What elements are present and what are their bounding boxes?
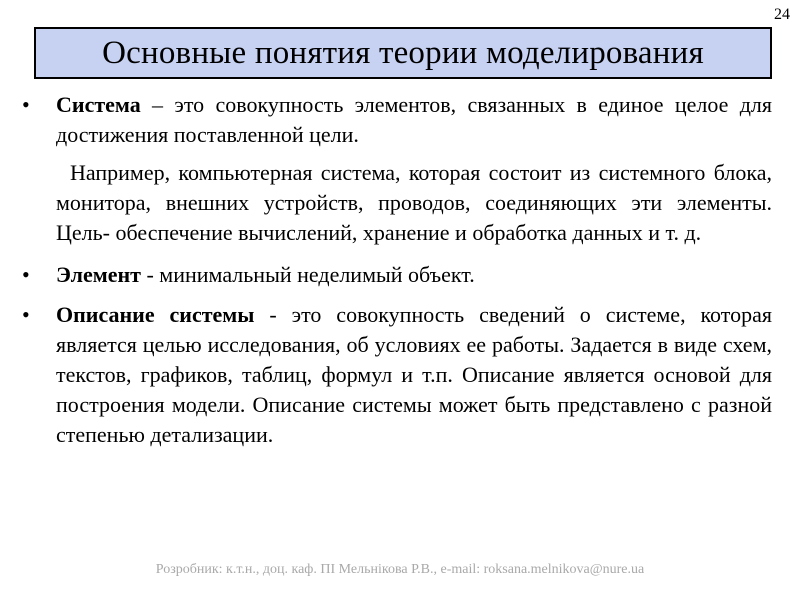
footer-author: Розробник: к.т.н., доц. каф. ПІ Мельнікова Р.В., e-mail: roksana.melnikova@nure.ua (155, 562, 645, 577)
bullet-marker: • (22, 302, 30, 327)
bullet-system-body (56, 90, 772, 150)
definition-element: - минимальный неделимый объект. (140, 262, 475, 287)
definition-description: - это совокупность сведений о системе, которая является целью исследования, об условиях ее работы. Задается в виде схем, текстов, графиков, таблиц, формул и т.п. Описание является основой для построения модели. Описание системы может быть представлено с разной степенью детализации. (56, 302, 772, 447)
slide-title: Основные понятия теории моделирования (102, 34, 704, 71)
term-system: Система (56, 92, 141, 117)
bullet-element (22, 260, 772, 290)
bullet-marker: • (22, 92, 30, 117)
bullet-element-body (56, 260, 772, 290)
term-description: Описание системы (56, 302, 255, 327)
slide-content (22, 90, 772, 460)
bullet-marker: • (22, 262, 30, 287)
page-number: 24 (774, 6, 790, 23)
definition-system: – это совокупность элементов, связанных в единое целое для достижения поставленной цели. (56, 92, 772, 147)
term-element: Элемент (56, 262, 141, 287)
slide-title-box (34, 27, 772, 79)
bullet-system (22, 90, 772, 150)
bullet-description (22, 300, 772, 450)
example-paragraph: Например, компьютерная система, которая состоит из системного блока, монитора, внешних устройств, проводов, соединяющих эти элементы. Цель- обеспечение вычислений, хранение и обработка данных и т. д. (56, 160, 772, 245)
bullet-description-body (56, 300, 772, 450)
